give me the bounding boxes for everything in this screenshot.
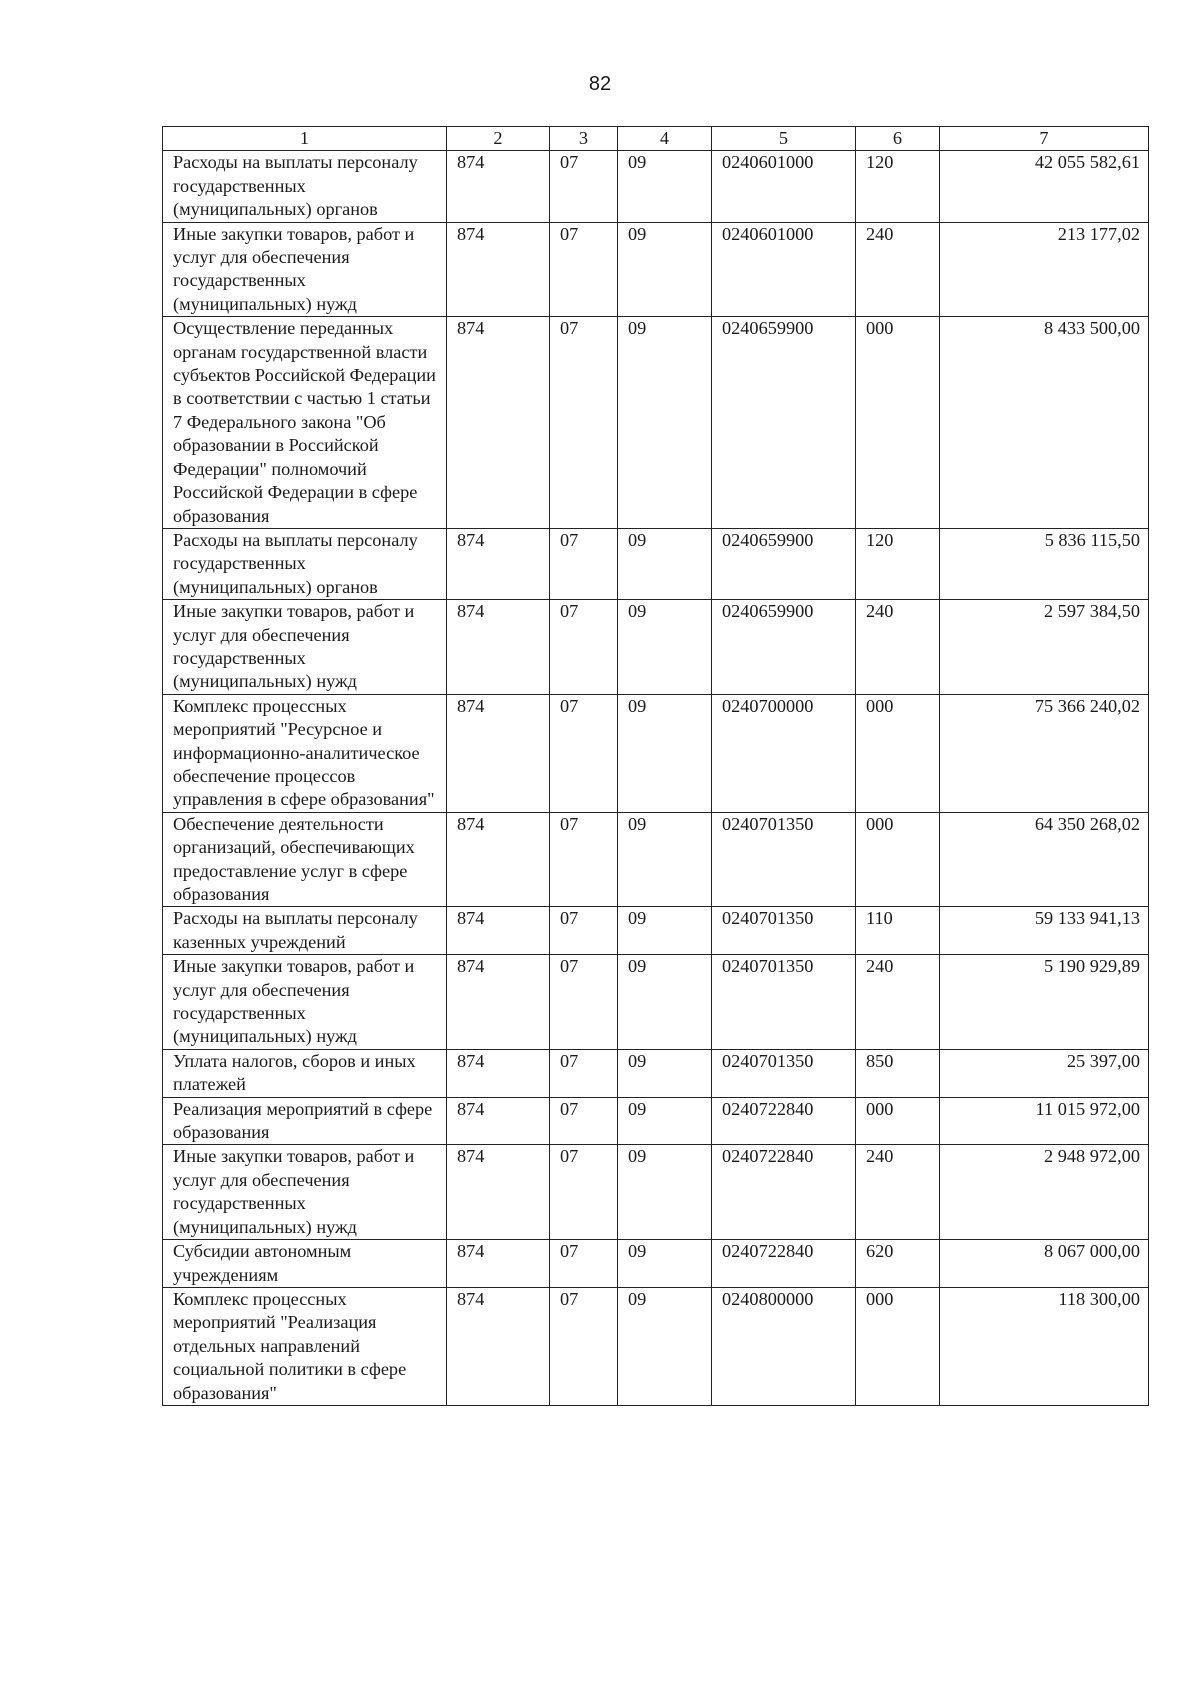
- section-cell: 07: [550, 600, 618, 695]
- amount-cell: 64 350 268,02: [940, 812, 1149, 907]
- row-name-cell: Иные закупки товаров, работ и услуг для обеспечения государственных (муниципальных) нужд: [163, 1145, 447, 1240]
- code-cell: 874: [447, 600, 550, 695]
- amount-cell: 8 433 500,00: [940, 317, 1149, 529]
- expense-type-cell: 110: [856, 907, 940, 955]
- amount-cell: 2 597 384,50: [940, 600, 1149, 695]
- subsection-cell: 09: [618, 528, 712, 599]
- row-name-cell: Комплекс процессных мероприятий "Реализация отдельных направлений социальной политики в сфере образования": [163, 1287, 447, 1405]
- expense-type-cell: 240: [856, 600, 940, 695]
- code-cell: 874: [447, 907, 550, 955]
- target-article-cell: 0240701350: [712, 955, 856, 1050]
- amount-cell: 42 055 582,61: [940, 151, 1149, 222]
- row-name-cell: Уплата налогов, сборов и иных платежей: [163, 1049, 447, 1097]
- column-header: 7: [940, 127, 1149, 151]
- subsection-cell: 09: [618, 907, 712, 955]
- expense-type-cell: 120: [856, 528, 940, 599]
- section-cell: 07: [550, 1287, 618, 1405]
- row-name-cell: Расходы на выплаты персоналу государственных (муниципальных) органов: [163, 528, 447, 599]
- table-row: [163, 812, 1149, 907]
- row-name-cell: Обеспечение деятельности организаций, обеспечивающих предоставление услуг в сфере образования: [163, 812, 447, 907]
- target-article-cell: 0240659900: [712, 528, 856, 599]
- target-article-cell: 0240722840: [712, 1145, 856, 1240]
- subsection-cell: 09: [618, 151, 712, 222]
- table-row: [163, 222, 1149, 317]
- expense-type-cell: 850: [856, 1049, 940, 1097]
- target-article-cell: 0240700000: [712, 694, 856, 812]
- amount-cell: 2 948 972,00: [940, 1145, 1149, 1240]
- column-header: 3: [550, 127, 618, 151]
- section-cell: 07: [550, 528, 618, 599]
- amount-cell: 11 015 972,00: [940, 1097, 1149, 1145]
- target-article-cell: 0240800000: [712, 1287, 856, 1405]
- row-name-cell: Реализация мероприятий в сфере образования: [163, 1097, 447, 1145]
- subsection-cell: 09: [618, 600, 712, 695]
- expense-type-cell: 620: [856, 1240, 940, 1288]
- table-row: [163, 600, 1149, 695]
- expense-type-cell: 000: [856, 1097, 940, 1145]
- column-header: 5: [712, 127, 856, 151]
- target-article-cell: 0240601000: [712, 222, 856, 317]
- expense-type-cell: 000: [856, 812, 940, 907]
- table-header-row: [163, 127, 1149, 151]
- table-row: [163, 528, 1149, 599]
- section-cell: 07: [550, 1049, 618, 1097]
- column-header: 4: [618, 127, 712, 151]
- table-row: [163, 955, 1149, 1050]
- subsection-cell: 09: [618, 955, 712, 1050]
- expense-type-cell: 000: [856, 1287, 940, 1405]
- code-cell: 874: [447, 1240, 550, 1288]
- expense-type-cell: 000: [856, 694, 940, 812]
- target-article-cell: 0240601000: [712, 151, 856, 222]
- row-name-cell: Субсидии автономным учреждениям: [163, 1240, 447, 1288]
- budget-table: [162, 126, 1149, 1406]
- code-cell: 874: [447, 528, 550, 599]
- target-article-cell: 0240701350: [712, 1049, 856, 1097]
- amount-cell: 59 133 941,13: [940, 907, 1149, 955]
- subsection-cell: 09: [618, 694, 712, 812]
- row-name-cell: Расходы на выплаты персоналу государственных (муниципальных) органов: [163, 151, 447, 222]
- expense-type-cell: 240: [856, 1145, 940, 1240]
- table-row: [163, 907, 1149, 955]
- expense-type-cell: 240: [856, 222, 940, 317]
- code-cell: 874: [447, 1145, 550, 1240]
- expense-type-cell: 120: [856, 151, 940, 222]
- target-article-cell: 0240701350: [712, 907, 856, 955]
- row-name-cell: Иные закупки товаров, работ и услуг для обеспечения государственных (муниципальных) нужд: [163, 955, 447, 1050]
- target-article-cell: 0240722840: [712, 1097, 856, 1145]
- column-header: 1: [163, 127, 447, 151]
- row-name-cell: Расходы на выплаты персоналу казенных учреждений: [163, 907, 447, 955]
- table-row: [163, 694, 1149, 812]
- code-cell: 874: [447, 151, 550, 222]
- section-cell: 07: [550, 1145, 618, 1240]
- code-cell: 874: [447, 1049, 550, 1097]
- row-name-cell: Комплекс процессных мероприятий "Ресурсное и информационно-аналитическое обеспечение процессов управления в сфере образования": [163, 694, 447, 812]
- section-cell: 07: [550, 151, 618, 222]
- code-cell: 874: [447, 812, 550, 907]
- section-cell: 07: [550, 222, 618, 317]
- amount-cell: 8 067 000,00: [940, 1240, 1149, 1288]
- target-article-cell: 0240659900: [712, 600, 856, 695]
- table-row: [163, 151, 1149, 222]
- subsection-cell: 09: [618, 812, 712, 907]
- amount-cell: 25 397,00: [940, 1049, 1149, 1097]
- code-cell: 874: [447, 317, 550, 529]
- section-cell: 07: [550, 317, 618, 529]
- subsection-cell: 09: [618, 1145, 712, 1240]
- expense-type-cell: 000: [856, 317, 940, 529]
- subsection-cell: 09: [618, 1287, 712, 1405]
- row-name-cell: Иные закупки товаров, работ и услуг для обеспечения государственных (муниципальных) нужд: [163, 600, 447, 695]
- column-header: 6: [856, 127, 940, 151]
- table-row: [163, 1145, 1149, 1240]
- section-cell: 07: [550, 955, 618, 1050]
- target-article-cell: 0240659900: [712, 317, 856, 529]
- page-number: 82: [588, 73, 612, 95]
- target-article-cell: 0240722840: [712, 1240, 856, 1288]
- section-cell: 07: [550, 694, 618, 812]
- subsection-cell: 09: [618, 1240, 712, 1288]
- table-row: [163, 1240, 1149, 1288]
- section-cell: 07: [550, 1097, 618, 1145]
- amount-cell: 213 177,02: [940, 222, 1149, 317]
- table-row: [163, 1287, 1149, 1405]
- section-cell: 07: [550, 907, 618, 955]
- section-cell: 07: [550, 812, 618, 907]
- target-article-cell: 0240701350: [712, 812, 856, 907]
- row-name-cell: Иные закупки товаров, работ и услуг для обеспечения государственных (муниципальных) нужд: [163, 222, 447, 317]
- subsection-cell: 09: [618, 1097, 712, 1145]
- table-row: [163, 1049, 1149, 1097]
- amount-cell: 5 190 929,89: [940, 955, 1149, 1050]
- amount-cell: 5 836 115,50: [940, 528, 1149, 599]
- subsection-cell: 09: [618, 317, 712, 529]
- section-cell: 07: [550, 1240, 618, 1288]
- table-row: [163, 317, 1149, 529]
- table-row: [163, 1097, 1149, 1145]
- code-cell: 874: [447, 1287, 550, 1405]
- code-cell: 874: [447, 222, 550, 317]
- expense-type-cell: 240: [856, 955, 940, 1050]
- subsection-cell: 09: [618, 1049, 712, 1097]
- amount-cell: 118 300,00: [940, 1287, 1149, 1405]
- row-name-cell: Осуществление переданных органам государственной власти субъектов Российской Федерации в соответствии с частью 1 статьи 7 Федерального закона "Об образовании в Российской Федерации" полномочий Российской Федерации в сфере образования: [163, 317, 447, 529]
- code-cell: 874: [447, 694, 550, 812]
- code-cell: 874: [447, 1097, 550, 1145]
- subsection-cell: 09: [618, 222, 712, 317]
- table-body: [163, 151, 1149, 1406]
- code-cell: 874: [447, 955, 550, 1050]
- amount-cell: 75 366 240,02: [940, 694, 1149, 812]
- column-header: 2: [447, 127, 550, 151]
